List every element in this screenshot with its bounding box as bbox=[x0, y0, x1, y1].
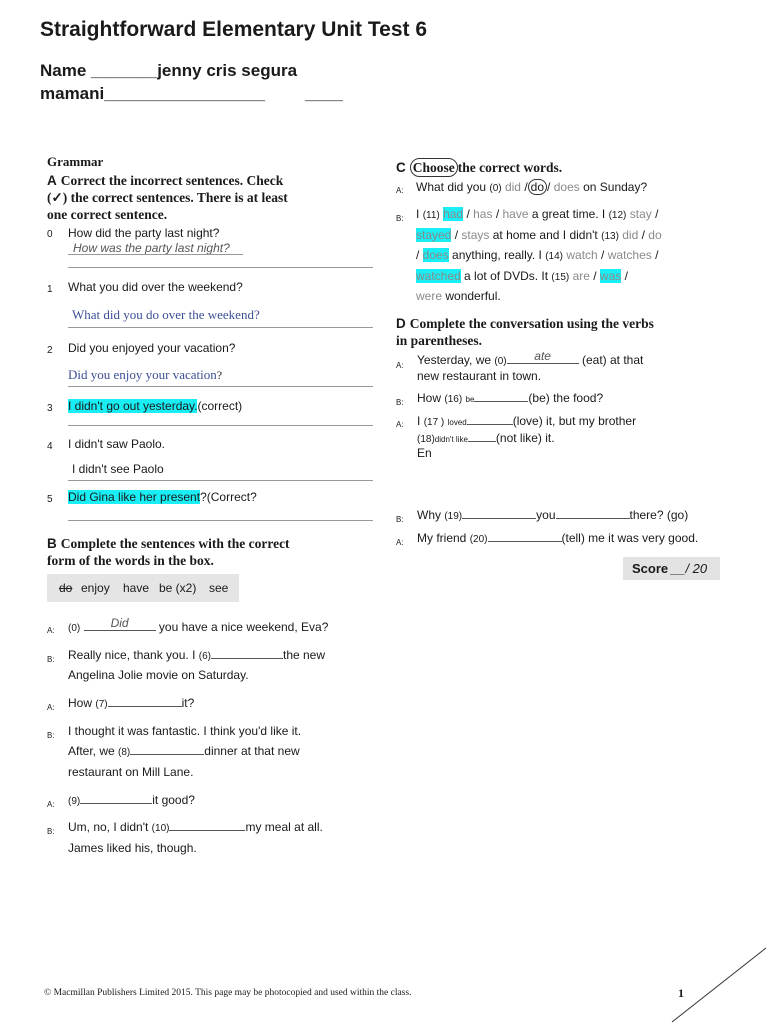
copyright-footer: © Macmillan Publishers Limited 2015. This page may be photocopied and used within the class. bbox=[44, 988, 412, 998]
answer-line bbox=[68, 267, 373, 268]
score-label: Score bbox=[632, 561, 669, 576]
instruction-line: in parentheses. bbox=[396, 333, 483, 348]
dialogue-line: How (16) be (be) the food? bbox=[417, 391, 604, 405]
word-box bbox=[47, 574, 239, 602]
instruction-line: one correct sentence. bbox=[47, 207, 168, 222]
score-box bbox=[623, 557, 720, 580]
item-question: How did the party last night? bbox=[68, 226, 220, 240]
answer-line bbox=[68, 254, 243, 255]
item-question: What you did over the weekend? bbox=[68, 280, 243, 294]
item-answer: How was the party last night? bbox=[73, 241, 230, 255]
dialogue-line: / does anything, really. I (14) watch / watches / bbox=[416, 248, 659, 262]
item-answer: Did you enjoy your vacation? bbox=[68, 367, 223, 382]
speaker-label: A: bbox=[47, 626, 55, 635]
dialogue-line: Yesterday, we (0) ate (eat) at that bbox=[417, 349, 644, 367]
dialogue-line: Really nice, thank you. I (6) the new bbox=[68, 648, 326, 662]
dialogue-line: (0) Did you have a nice weekend, Eva? bbox=[68, 616, 329, 634]
speaker-label: A: bbox=[396, 361, 404, 370]
word-box-item: enjoy bbox=[81, 581, 110, 595]
item-question: I didn't saw Paolo. bbox=[68, 437, 166, 451]
speaker-label: B: bbox=[396, 214, 404, 223]
item-number: 2 bbox=[47, 345, 53, 356]
section-c-instruction bbox=[396, 158, 562, 177]
section-c-letter: C bbox=[396, 160, 406, 175]
circled-word: Choose bbox=[410, 158, 458, 177]
section-d-instruction bbox=[396, 315, 726, 349]
instruction-line: Correct the incorrect sentences. Check bbox=[60, 173, 284, 188]
item-question: I didn't go out yesterday.(correct) bbox=[68, 399, 243, 413]
speaker-label: B: bbox=[47, 827, 55, 836]
answer-line bbox=[68, 425, 373, 426]
item-answer: What did you do over the weekend? bbox=[72, 307, 260, 322]
grammar-heading: Grammar bbox=[47, 154, 104, 169]
page-title: Straightforward Elementary Unit Test 6 bbox=[40, 18, 428, 41]
item-answer: I didn't see Paolo bbox=[72, 462, 164, 476]
instruction-line: form of the words in the box. bbox=[47, 553, 214, 568]
dialogue-line: How (7) it? bbox=[68, 696, 195, 710]
word-box-item: be (x2) bbox=[159, 581, 197, 595]
name-field: Name _______jenny cris segura bbox=[40, 61, 298, 80]
word-box-item: do bbox=[59, 581, 73, 595]
dialogue-line: I (17 ) loved (love) it, but my brother bbox=[417, 414, 637, 428]
page-number: 1 bbox=[678, 986, 684, 1000]
dialogue-line: Angelina Jolie movie on Saturday. bbox=[68, 668, 249, 682]
dialogue-line: After, we (8) dinner at that new bbox=[68, 744, 300, 758]
speaker-label: A: bbox=[396, 420, 404, 429]
dialogue-line: What did you (0) did / do / does on Sunday? bbox=[416, 180, 648, 194]
speaker-label: A: bbox=[47, 703, 55, 712]
item-question: Did you enjoyed your vacation? bbox=[68, 341, 236, 355]
dialogue-line: stayed / stays at home and I didn't (13) did / do bbox=[416, 228, 662, 242]
item-number: 0 bbox=[47, 229, 53, 240]
section-a-instruction bbox=[47, 172, 377, 223]
speaker-label: A: bbox=[47, 800, 55, 809]
section-b-letter: B bbox=[47, 536, 57, 551]
dialogue-line: En bbox=[417, 446, 432, 460]
answer-line bbox=[68, 386, 373, 387]
dialogue-line: (9) it good? bbox=[68, 793, 195, 807]
dialogue-line: James liked his, though. bbox=[68, 841, 197, 855]
answer-line bbox=[68, 327, 373, 328]
name-blank: ____ bbox=[304, 84, 343, 103]
answer-line bbox=[68, 520, 373, 521]
section-b-instruction bbox=[47, 535, 377, 569]
answer-line bbox=[68, 480, 373, 481]
speaker-label: A: bbox=[396, 186, 404, 195]
dialogue-line: My friend (20) (tell) me it was very good. bbox=[417, 531, 699, 545]
speaker-label: A: bbox=[396, 538, 404, 547]
instruction-line: Complete the conversation using the verbs bbox=[409, 316, 654, 331]
name-surname: mamani_________________ bbox=[40, 84, 265, 103]
item-number: 4 bbox=[47, 441, 53, 452]
word-box-item: see bbox=[209, 581, 229, 595]
speaker-label: B: bbox=[396, 398, 404, 407]
page-corner-line bbox=[670, 944, 768, 1024]
dialogue-line: Um, no, I didn't (10) my meal at all. bbox=[68, 820, 323, 834]
score-value: __/ 20 bbox=[671, 561, 708, 576]
dialogue-line: (18)didn't like (not like) it. bbox=[417, 431, 555, 445]
word-box-item: have bbox=[123, 581, 150, 595]
speaker-label: B: bbox=[47, 655, 55, 664]
dialogue-line: were wonderful. bbox=[416, 289, 501, 303]
circled-answer: do bbox=[528, 179, 547, 195]
dialogue-line: Why (19) you there? (go) bbox=[417, 508, 689, 522]
item-number: 1 bbox=[47, 284, 53, 295]
item-number: 3 bbox=[47, 403, 53, 414]
name-field-continued bbox=[40, 84, 343, 104]
speaker-label: B: bbox=[396, 515, 404, 524]
instruction-line: the correct words. bbox=[457, 160, 563, 175]
item-question: Did Gina like her present?(Correct? bbox=[68, 490, 257, 504]
dialogue-line: new restaurant in town. bbox=[417, 369, 542, 383]
section-d-letter: D bbox=[396, 316, 406, 331]
dialogue-line: I (11) had / has / have a great time. I (12) stay / bbox=[416, 207, 659, 221]
dialogue-line: watched a lot of DVDs. It (15) are / was / bbox=[416, 269, 628, 283]
item-number: 5 bbox=[47, 494, 53, 505]
speaker-label: B: bbox=[47, 731, 55, 740]
instruction-line: Complete the sentences with the correct bbox=[60, 536, 290, 551]
section-a-letter: A bbox=[47, 173, 57, 188]
instruction-line: (✓) the correct sentences. There is at least bbox=[47, 190, 288, 205]
dialogue-line: I thought it was fantastic. I think you'd like it. bbox=[68, 724, 302, 738]
dialogue-line: restaurant on Mill Lane. bbox=[68, 765, 194, 779]
